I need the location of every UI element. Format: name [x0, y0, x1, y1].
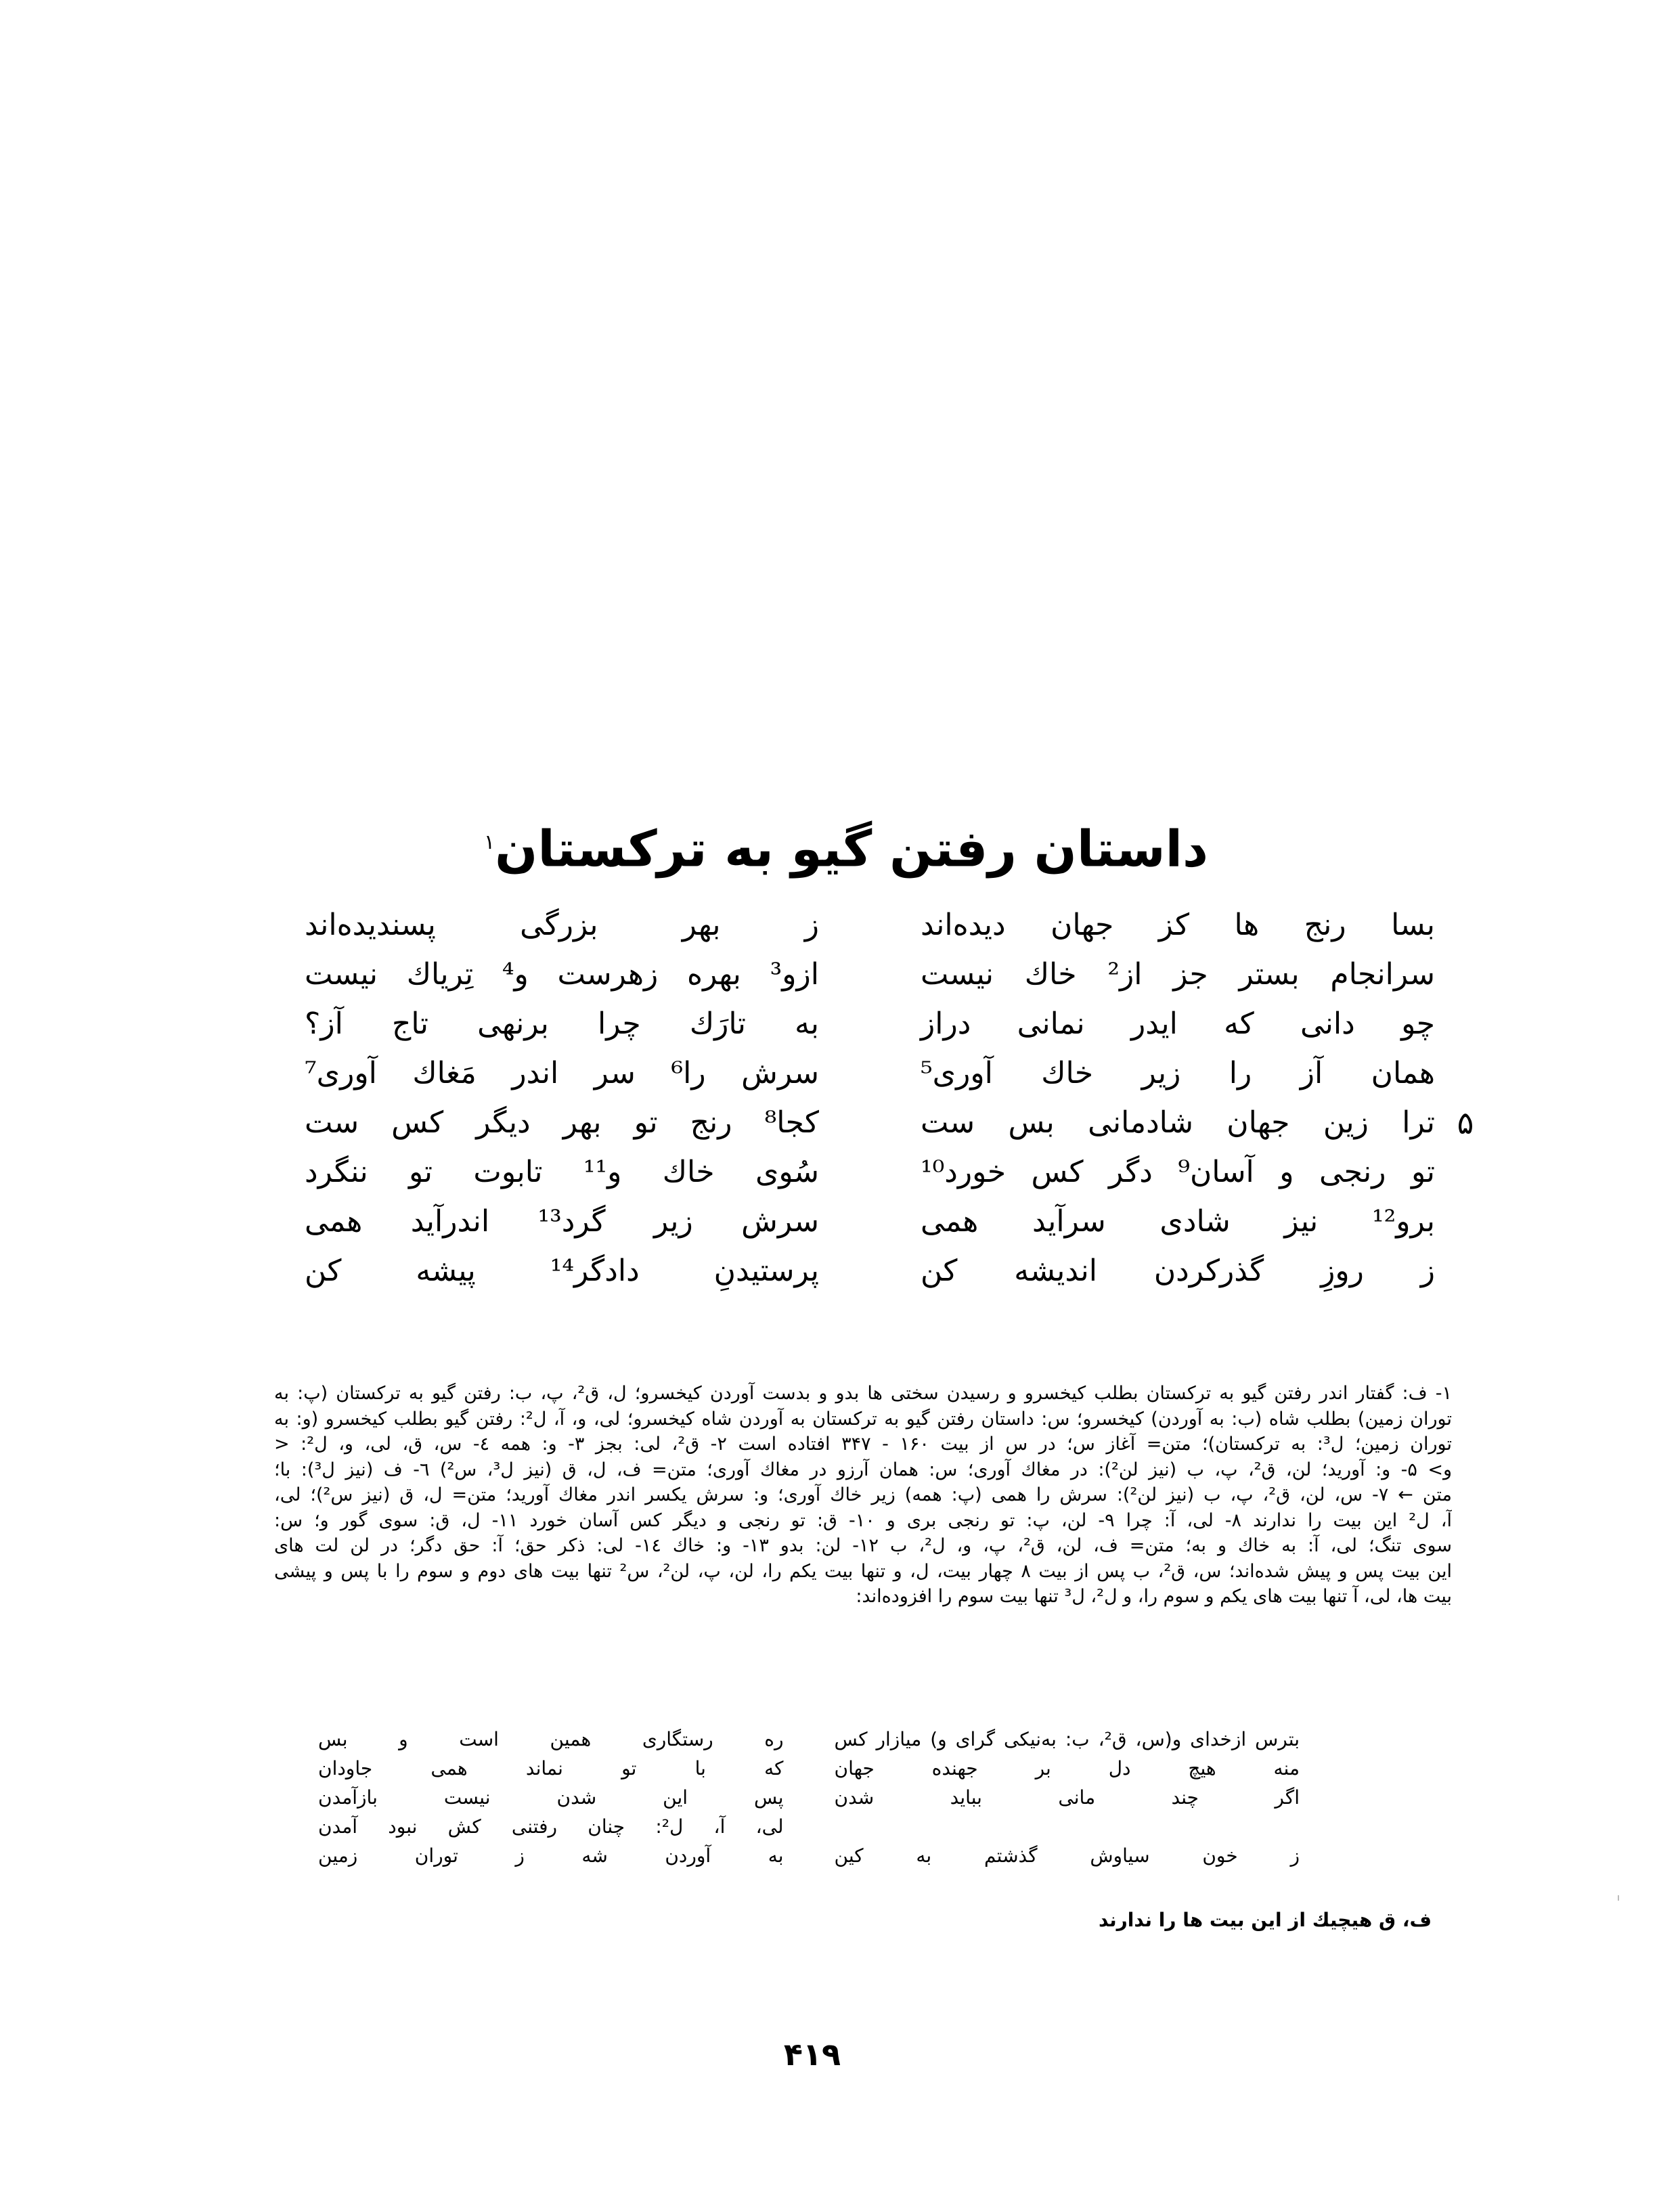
- footnote-line: آ، ل² این بیت را ندارند ۸- لی، آ: چرا ۹- لن، پ: تو رنجی بری و ۱۰- ق: تو رنجی و دیگر کس آسان خورد ۱۱- ل، ق: سوی گور و؛ س:: [274, 1509, 1452, 1531]
- verse-row: [271, 900, 1435, 950]
- scan-mark: [1618, 1895, 1619, 1901]
- added-verse-row: [318, 1783, 1300, 1812]
- chapter-title: [474, 805, 1218, 887]
- hemistich-second: پرستیدنِ دادگر¹⁴ پیشه کن: [305, 1254, 819, 1288]
- hemistich-first: ترا زین جهان شادمانی بس ست: [921, 1105, 1435, 1140]
- hemistich-second: به تارَك چرا برنهی تاج آز؟: [305, 1007, 819, 1041]
- hemistich-first: ز روزِ گذرکردن اندیشه کن: [921, 1254, 1435, 1288]
- added-verse-row: [318, 1754, 1300, 1783]
- footnote-line: این بیت پس و پیش شده‌اند؛ س، ق²، ب پس از بیت ۸ چهار بیت، ل، و تنها بیت یکم را، لن، پ، لن²، س² تنها بیت های دوم و سوم را با پس و پیشی: [274, 1560, 1452, 1582]
- chapter-title-text: داستان رفتن گیو به ترکستان: [495, 820, 1208, 879]
- footnotes: [274, 1381, 1452, 1610]
- verse-row: [271, 1246, 1435, 1296]
- added-hemistich-variant: لی، آ، ل²: چنان رفتنی کش نبود آمدن: [318, 1815, 784, 1838]
- verse-row: [271, 1048, 1435, 1098]
- page-number: ۴۱۹: [783, 2036, 841, 2073]
- verse-row: [271, 999, 1435, 1048]
- hemistich-first: چو دانی که ایدر نمانی دراز: [921, 1007, 1435, 1041]
- hemistich-second: ز بهر بزرگی پسندیده‌اند: [305, 908, 819, 942]
- hemistich-second: ازو³ بهره زهرست و⁴ تِریاك نیست: [305, 957, 819, 992]
- added-verse-row: [318, 1841, 1300, 1870]
- verse-row: [271, 950, 1435, 999]
- footnote-line: توران زمین؛ ل³: به ترکستان)؛ متن= آغاز س؛ در س از بیت ۱۶۰ - ۳۴۷ افتاده است ۲- ق²، لی: بجز ۳- و: همه ٤- س، ق، لی، و، ل²: <: [274, 1434, 1452, 1455]
- added-hemistich-second: پس این شدن نیست بازآمدن: [318, 1786, 784, 1809]
- added-verse-row: [318, 1725, 1300, 1754]
- verse-row: [271, 1098, 1474, 1147]
- hemistich-first: تو رنجی و آسان⁹ دگر کس خورد¹⁰: [921, 1155, 1435, 1189]
- hemistich-second: سرش زیر گرد¹³ اندرآید همی: [305, 1204, 819, 1239]
- verse-number: ۵: [1457, 1104, 1474, 1141]
- footnote-line: توران زمین) بطلب شاه (ب: به آوردن) کیخسرو؛ س: داستان رفتن گیو به ترکستان به آوردن شاه کیخسرو؛ لی، و، آ، ل²: رفتن گیو بطلب کیخسرو (و: به: [274, 1408, 1452, 1430]
- footnote-line: بیت ها، لی، آ تنها بیت های یکم و سوم را، و ل²، ل³ تنها بیت سوم را افزوده‌اند:: [856, 1586, 1452, 1607]
- footnote-line: متن ← ۷- س، لن، ق²، پ، ب (نیز لن²): سرش را همی (پ: همه) زیر خاك آوری؛ و: سرش یکسر اندر مغاك آورید؛ متن= ل، ق (نیز س²)؛ لی،: [274, 1484, 1452, 1505]
- added-hemistich-first: منه هیچ دل بر جهنده جهان: [834, 1757, 1300, 1779]
- verse-row: [271, 1197, 1435, 1246]
- added-hemistich-second: که با تو نماند همی جاودان: [318, 1757, 784, 1779]
- poem-verses: [271, 900, 1474, 1306]
- hemistich-first: برو¹² نیز شادی سرآید همی: [921, 1204, 1435, 1239]
- hemistich-first: بسا رنج ها کز جهان دیده‌اند: [921, 908, 1435, 942]
- added-hemistich-first: بترس ازخدای و(س، ق²، ب: به‌نیکی گرای و) میازار کس: [834, 1728, 1300, 1750]
- closing-note: ف، ق هیچیك از این بیت ها را ندارند: [1098, 1909, 1432, 1931]
- footnote-line: و> ۵- و: آورید؛ لن، ق²، پ، ب (نیز لن²): در مغاك آوری؛ س: همان آرزو در مغاك آوری؛ متن= ف، ل، ق (نیز ل³، س²) ٦- ف (نیز ل³): با؛: [274, 1459, 1452, 1480]
- hemistich-first: همان آز را زیر خاك آوری⁵: [921, 1056, 1435, 1090]
- hemistich-second: سُوی خاك و¹¹ تابوت تو ننگرد: [305, 1155, 819, 1189]
- added-hemistich-first: ز خون سیاوش گذشتم به کین: [834, 1844, 1300, 1867]
- hemistich-first: سرانجام بستر جز از² خاك نیست: [921, 957, 1435, 992]
- hemistich-second: کجا⁸ رنج تو بهر دیگر کس ست: [305, 1105, 819, 1140]
- verse-row: [271, 1147, 1435, 1197]
- footnote-line: سوی تنگ؛ لی، آ: به خاك و به؛ متن= ف، لن، ق²، پ، و، ل²، ب ۱۲- لن: بدو ۱۳- و: خاك ۱٤- لی: ذکر حق؛ آ: حق دگر؛ در لن لت های: [274, 1535, 1452, 1556]
- added-verse-row: [318, 1812, 1300, 1841]
- added-verses: [318, 1725, 1300, 1870]
- added-hemistich-second: ره رستگاری همین است و بس: [318, 1728, 784, 1750]
- added-hemistich-first: اگر چند مانی بباید شدن: [834, 1786, 1300, 1809]
- footnote-line: ۱- ف: گفتار اندر رفتن گیو به ترکستان بطلب کیخسرو و رسیدن سختی ها بدو و بدست آوردن کیخسرو؛ ل، ق²، پ، ب: رفتن گیو به ترکستان (پ: به: [274, 1383, 1452, 1404]
- title-footnote-mark: ۱: [484, 830, 495, 854]
- added-hemistich-second: به آوردن شه ز توران زمین: [318, 1844, 784, 1867]
- hemistich-second: سرش را⁶ سر اندر مَغاك آوری⁷: [305, 1056, 819, 1090]
